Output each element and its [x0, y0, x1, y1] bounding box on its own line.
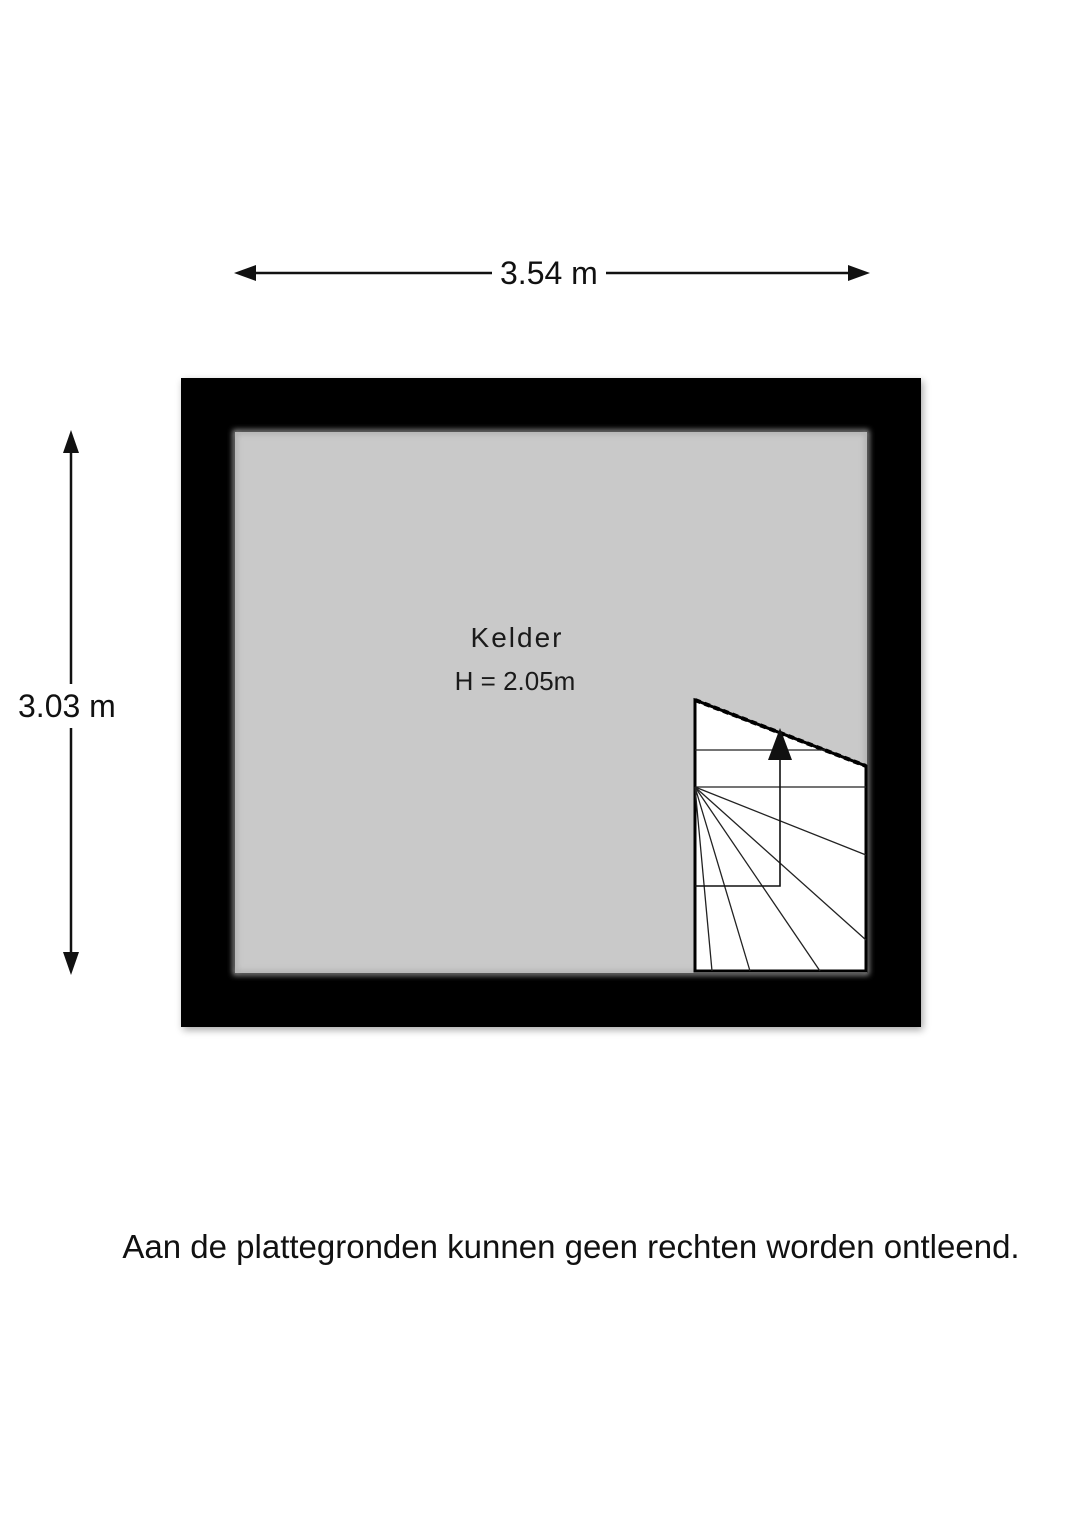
room-height-label: H = 2.05m — [454, 666, 576, 696]
height-dimension-label: 3.03 m — [14, 684, 120, 728]
room-name: Kelder — [470, 622, 564, 653]
width-dimension-label: 3.54 m — [492, 253, 606, 293]
disclaimer-text: Aan de plattegronden kunnen geen rechten worden ontleend. — [122, 1228, 1020, 1265]
